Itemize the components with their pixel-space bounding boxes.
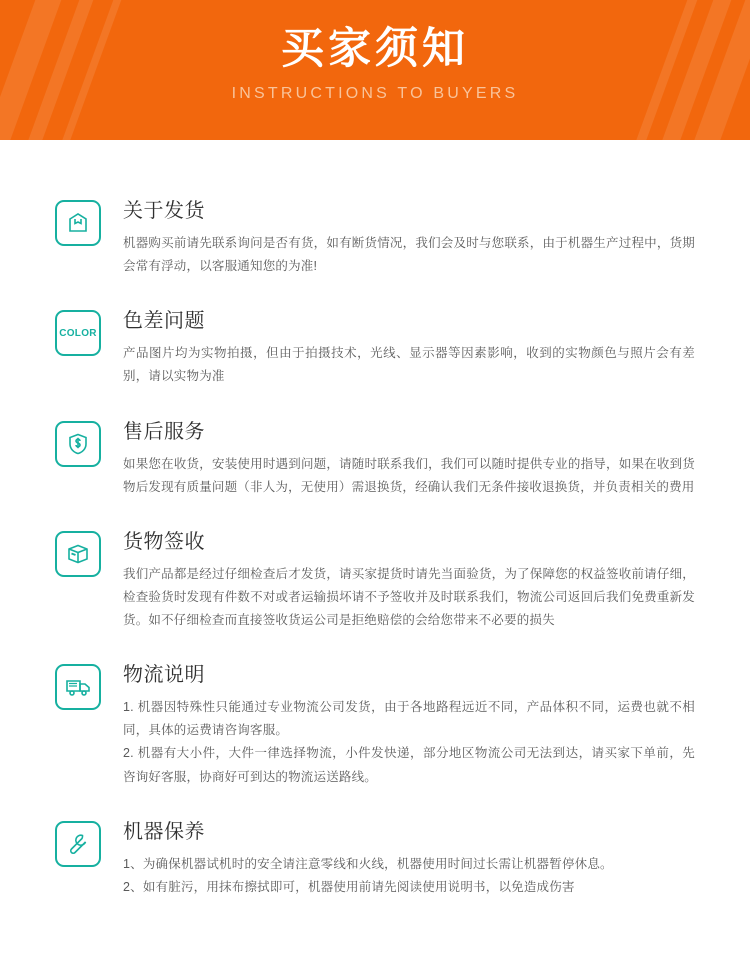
- section-paragraph: 如果您在收货，安装使用时遇到问题，请随时联系我们，我们可以随时提供专业的指导，如果在收到货物后发现有质量问题（非人为，无使用）需退换货，经确认我们无条件接收退换货，并负责相关的费用: [123, 456, 695, 494]
- section-body: [123, 415, 695, 499]
- list-item: 1. 机器因特殊性只能通过专业物流公司发货，由于各地路程远近不同，产品体积不同，运费也就不相同，具体的运费请咨询客服。: [123, 700, 695, 738]
- page-header: [0, 0, 750, 140]
- section-color-difference: [55, 304, 695, 388]
- section-title: 售后服务: [123, 420, 205, 443]
- page-subtitle: INSTRUCTIONS TO BUYERS: [231, 85, 519, 103]
- color-swatch-icon: [55, 310, 101, 356]
- wrench-icon: [55, 821, 101, 867]
- section-shipping: [55, 194, 695, 278]
- section-after-sales: [55, 415, 695, 499]
- section-paragraph: 我们产品都是经过仔细检查后才发货，请买家提货时请先当面验货，为了保障您的权益签收前请仔细，检查验货时发现有件数不对或者运输损坏请不予签收并及时联系我们，物流公司返回后我们免费重新发货。如不仔细检查而直接签收货运公司是拒绝赔偿的会给您带来不必要的损失: [123, 566, 695, 627]
- section-maintenance: [55, 815, 695, 899]
- header-inner: [0, 0, 750, 103]
- section-logistics: [55, 658, 695, 789]
- section-list: [123, 696, 695, 789]
- list-item: 1、为确保机器试机时的安全请注意零线和火线，机器使用时间过长需让机器暂停休息。: [123, 856, 613, 871]
- dollar-shield-icon: [55, 421, 101, 467]
- section-title: 物流说明: [123, 664, 205, 687]
- section-body: [123, 658, 695, 789]
- section-body: [123, 304, 695, 388]
- section-title: 色差问题: [123, 310, 205, 333]
- section-body: [123, 194, 695, 278]
- section-title: 机器保养: [123, 820, 205, 843]
- section-body: [123, 525, 695, 632]
- section-title: 货物签收: [123, 530, 205, 553]
- section-goods-receipt: [55, 525, 695, 632]
- page-title: 买家须知: [281, 25, 469, 73]
- instructions-list: [0, 140, 750, 899]
- package-icon: [55, 200, 101, 246]
- section-paragraph: 机器购买前请先联系询问是否有货，如有断货情况，我们会及时与您联系，由于机器生产过程中，货期会常有浮动，以客服通知您的为准!: [123, 236, 695, 274]
- section-paragraph: 产品图片均为实物拍摄，但由于拍摄技术，光线、显示器等因素影响，收到的实物颜色与照片会有差别，请以实物为准: [123, 346, 695, 384]
- list-item: 2. 机器有大小件，大件一律选择物流，小件发快递，部分地区物流公司无法到达，请买家下单前，先咨询好客服，协商好可到达的物流运送路线。: [123, 746, 695, 784]
- section-body: [123, 815, 695, 899]
- list-item: 2、如有脏污，用抹布擦拭即可，机器使用前请先阅读使用说明书，以免造成伤害: [123, 879, 575, 894]
- truck-icon: [55, 664, 101, 710]
- section-list: [123, 853, 695, 899]
- color-icon-label: COLOR: [59, 327, 97, 339]
- box-check-icon: [55, 531, 101, 577]
- section-title: 关于发货: [123, 200, 205, 222]
